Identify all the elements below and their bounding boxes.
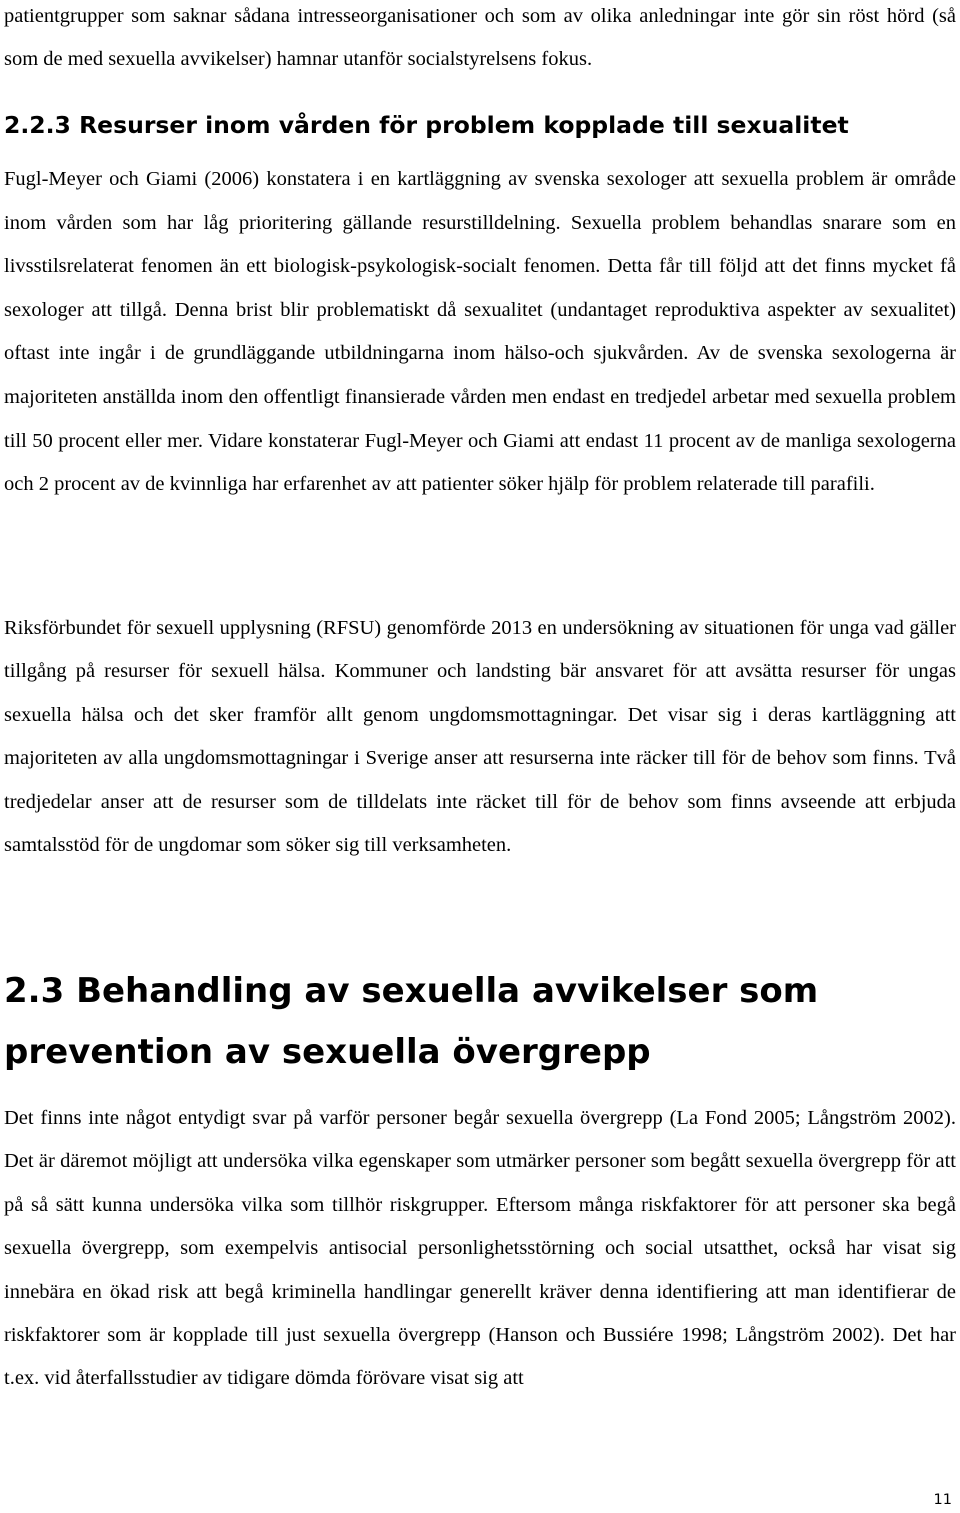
intro-paragraph: patientgrupper som saknar sådana intresseorganisationer och som av olika anledningar inte gör sin röst hörd (så som de med sexuella avvikelser) hamnar utanför socialstyrelsens fokus.: [4, 5, 956, 71]
section-heading-2-3: 2.3 Behandling av sexuella avvikelser som prevention av sexuella övergrepp: [4, 971, 819, 1072]
section-2-2-3-paragraph-1: Fugl-Meyer och Giami (2006) konstatera i en kartläggning av svenska sexologer att sexuella problem är område inom vården som har låg prioritering gällande resurstilldelning. Sexuella problem behandlas snarare som en livsstilsrelaterat fenomen än ett biologisk-psykologisk-socialt fenomen. Detta får till följd att det finns mycket få sexologer att tillgå. Denna brist blir problematiskt då sexualitet (undantaget reproduktiva aspekter av sexualitet) oftast inte ingår i de grundläggande utbildningarna inom hälso-och sjukvården. Av de svenska sexologerna är majoriteten anställda inom den offentligt finansierade vården men endast en tredjedel arbetar med sexuella problem till 50 procent eller mer. Vidare konstaterar Fugl-Meyer och Giami att endast 11 procent av de manliga sexologerna och 2 procent av de kvinnliga har erfarenhet av att patienter söker hjälp för problem relaterade till parafili.: [4, 168, 956, 496]
section-2-2-3-paragraph-2: Riksförbundet för sexuell upplysning (RFSU) genomförde 2013 en undersökning av situationen för unga vad gäller tillgång på resurser för sexuell hälsa. Kommuner och landsting bär ansvaret för att avsätta resurser för ungas sexuella hälsa och det sker framför allt genom ungdomsmottagningar. Det visar sig i deras kartläggning att majoriteten av alla ungdomsmottagningar i Sverige anser att resurserna inte räcker till för de behov som finns. Två tredjedelar anser att de resurser som de tilldelats inte räcket till för de behov som finns avseende att erbjuda samtalsstöd för de ungdomar som söker sig till verksamheten.: [4, 617, 956, 857]
page-number: 11: [933, 1492, 952, 1508]
section-2-3-paragraph-1: Det finns inte något entydigt svar på varför personer begår sexuella övergrepp (La Fond 2005; Långström 2002). Det är däremot möjligt att undersöka vilka egenskaper som utmärker personer som begått sexuella övergrepp för att på så sätt kunna undersöka vilka som tillhör riskgrupper. Eftersom många riskfaktorer för att personer ska begå sexuella övergrepp, som exempelvis antisocial personlighetsstörning och social utsatthet, också har visat sig innebära en ökad risk att begå kriminella handlingar generellt kräver denna identifiering att man identifierar de riskfaktorer som är kopplade till just sexuella övergrepp (Hanson och Bussiére 1998; Långström 2002). Det har t.ex. vid återfallsstudier av tidigare dömda förövare visat sig att: [4, 1107, 956, 1390]
section-heading-2-2-3: 2.2.3 Resurser inom vården för problem kopplade till sexualitet: [4, 111, 849, 139]
